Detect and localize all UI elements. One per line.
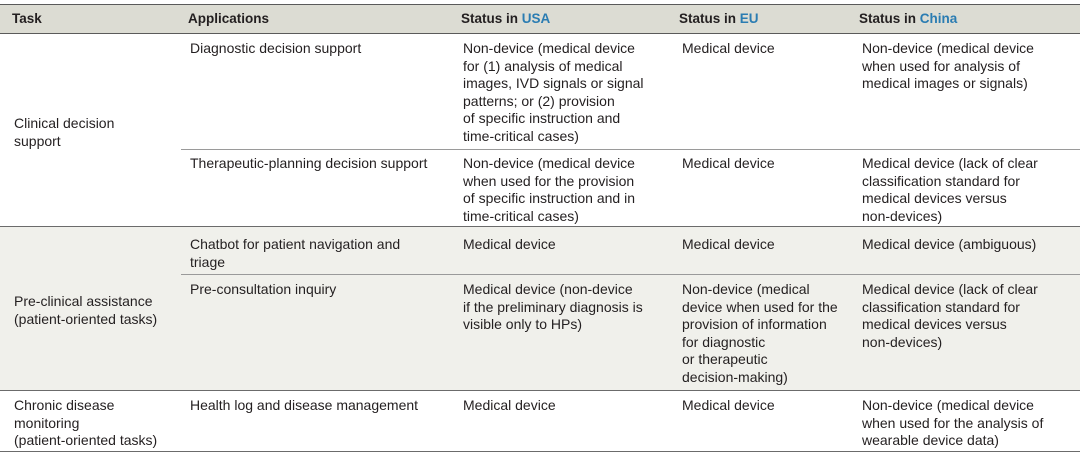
- status-china-cell: Medical device (ambiguous): [862, 236, 1037, 252]
- status-eu-cell: Non-device (medical device when used for the provision of information for diagnostic or therapeutic decision-making): [682, 281, 838, 385]
- status-usa-cell: Medical device: [463, 236, 556, 252]
- header-usa: USA: [521, 11, 551, 26]
- application-cell: Chatbot for patient navigation and triage: [190, 236, 401, 270]
- header-status-prefix: Status in: [461, 11, 519, 26]
- status-usa-cell: Non-device (medical device for (1) analysis of medical images, IVD signals or signal patterns; or (2) provision of specific instruction and time-critical cases): [463, 40, 644, 144]
- status-eu-cell: Medical device: [682, 236, 775, 252]
- header-status-usa: [461, 10, 550, 27]
- status-eu-cell: Medical device: [682, 397, 775, 413]
- header-status-prefix: Status in: [679, 11, 737, 26]
- status-china-cell: Medical device (lack of clear classification standard for medical devices versus non-devices): [862, 281, 1038, 350]
- header-applications: Applications: [188, 11, 270, 26]
- header-task: Task: [12, 11, 42, 26]
- status-usa-cell: Medical device: [463, 397, 556, 413]
- header-eu: EU: [739, 11, 759, 26]
- row-divider: [181, 274, 1080, 275]
- row-divider: [181, 149, 1080, 150]
- application-cell: Diagnostic decision support: [190, 40, 362, 56]
- header-status-eu: [679, 10, 759, 27]
- task-cell: Clinical decision support: [14, 115, 115, 149]
- task-cell: Chronic disease monitoring (patient-oriented tasks): [14, 397, 158, 448]
- application-cell: Health log and disease management: [190, 397, 419, 413]
- application-cell: Pre-consultation inquiry: [190, 281, 337, 297]
- header-china: China: [919, 11, 958, 26]
- status-eu-cell: Medical device: [682, 155, 775, 171]
- status-china-cell: Non-device (medical device when used for the analysis of wearable device data): [862, 397, 1044, 448]
- status-usa-cell: Medical device (non-device if the preliminary diagnosis is visible only to HPs): [463, 281, 643, 332]
- application-cell: Therapeutic-planning decision support: [190, 155, 428, 171]
- status-usa-cell: Non-device (medical device when used for the provision of specific instruction and in time-critical cases): [463, 155, 635, 224]
- status-china-cell: Medical device (lack of clear classification standard for medical devices versus non-devices): [862, 155, 1038, 224]
- task-cell: Pre-clinical assistance (patient-oriented tasks): [14, 293, 158, 327]
- status-eu-cell: Medical device: [682, 40, 775, 56]
- header-status-china: [859, 10, 957, 27]
- status-china-cell: Non-device (medical device when used for analysis of medical images or signals): [862, 40, 1034, 91]
- header-status-prefix: Status in: [859, 11, 917, 26]
- table-header-row: [0, 4, 1080, 34]
